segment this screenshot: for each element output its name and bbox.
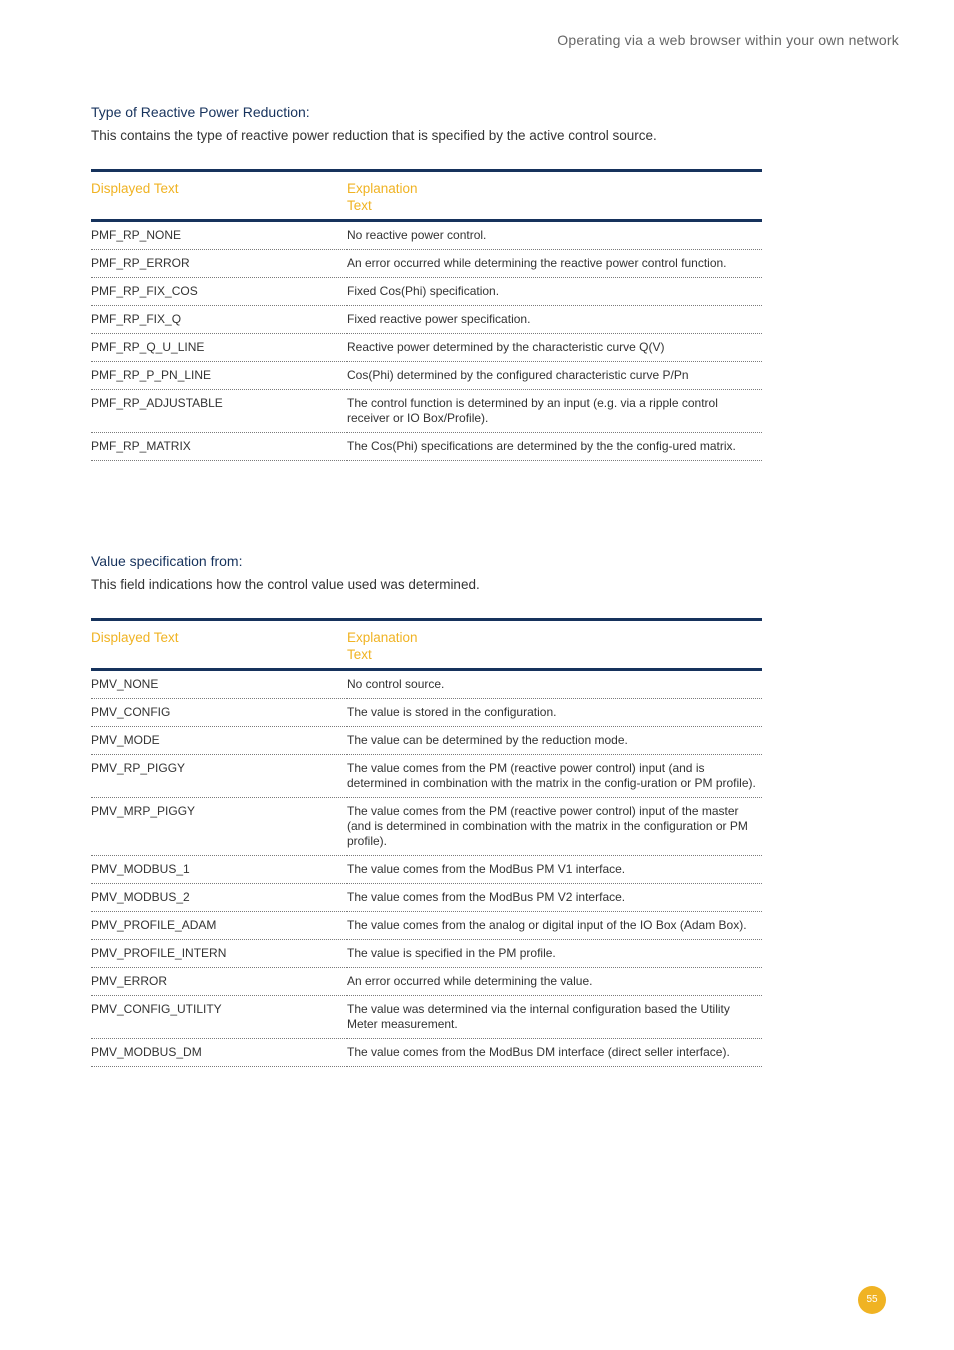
column-header-displayed-text: Displayed Text — [91, 171, 347, 221]
section-title: Type of Reactive Power Reduction: — [91, 104, 310, 120]
table-row — [91, 727, 762, 755]
displayed-text-cell: PMV_MRP_PIGGY — [91, 798, 347, 856]
displayed-text-cell: PMV_MODBUS_DM — [91, 1039, 347, 1067]
explanation-cell: The value comes from the analog or digital input of the IO Box (Adam Box). — [347, 912, 762, 940]
explanation-cell: Fixed Cos(Phi) specification. — [347, 278, 762, 306]
explanation-cell: The value is specified in the PM profile. — [347, 940, 762, 968]
displayed-text-cell: PMF_RP_ERROR — [91, 250, 347, 278]
column-header-explanation-text: Explanation Text — [347, 620, 762, 670]
table-header-row — [91, 171, 762, 221]
explanation-cell: The value can be determined by the reduction mode. — [347, 727, 762, 755]
column-header-explanation-text: Explanation Text — [347, 171, 762, 221]
explanation-cell: Cos(Phi) determined by the configured characteristic curve P/Pn — [347, 362, 762, 390]
table-row — [91, 755, 762, 798]
explanation-cell: The value is stored in the configuration. — [347, 699, 762, 727]
section-title: Value specification from: — [91, 553, 243, 569]
explanation-cell: Fixed reactive power specification. — [347, 306, 762, 334]
explanation-cell: The value comes from the PM (reactive power control) input of the master (and is determined in combination with the matrix in the configuration or PM profile). — [347, 798, 762, 856]
explanation-cell: The value was determined via the internal configuration based the Utility Meter measurement. — [347, 996, 762, 1039]
displayed-text-cell: PMV_MODBUS_2 — [91, 884, 347, 912]
table-row — [91, 940, 762, 968]
table-row — [91, 798, 762, 856]
section-description: This contains the type of reactive power reduction that is specified by the active control source. — [91, 128, 657, 143]
displayed-text-cell: PMV_NONE — [91, 670, 347, 699]
explanation-cell: The control function is determined by an input (e.g. via a ripple control receiver or IO Box/Profile). — [347, 390, 762, 433]
column-header-displayed-text: Displayed Text — [91, 620, 347, 670]
displayed-text-cell: PMF_RP_FIX_COS — [91, 278, 347, 306]
displayed-text-cell: PMV_CONFIG_UTILITY — [91, 996, 347, 1039]
table-row — [91, 996, 762, 1039]
explanation-cell: No control source. — [347, 670, 762, 699]
table-row — [91, 334, 762, 362]
table-row — [91, 221, 762, 250]
explanation-cell: An error occurred while determining the value. — [347, 968, 762, 996]
running-header: Operating via a web browser within your own network — [557, 32, 899, 48]
table-row — [91, 1039, 762, 1067]
displayed-text-cell: PMF_RP_MATRIX — [91, 433, 347, 461]
table-header-row — [91, 620, 762, 670]
table-row — [91, 670, 762, 699]
displayed-text-cell: PMF_RP_P_PN_LINE — [91, 362, 347, 390]
explanation-cell: The Cos(Phi) specifications are determined by the the config-ured matrix. — [347, 433, 762, 461]
section-description: This field indications how the control value used was determined. — [91, 577, 480, 592]
explanation-cell: The value comes from the ModBus PM V1 interface. — [347, 856, 762, 884]
displayed-text-cell: PMF_RP_NONE — [91, 221, 347, 250]
table-row — [91, 433, 762, 461]
table-row — [91, 912, 762, 940]
table-row — [91, 968, 762, 996]
section-reactive-power-reduction — [91, 103, 762, 461]
table-row — [91, 362, 762, 390]
table-row — [91, 390, 762, 433]
section-value-specification — [91, 552, 762, 1067]
reactive-power-table — [91, 169, 762, 461]
value-specification-table — [91, 618, 762, 1067]
table-row — [91, 884, 762, 912]
displayed-text-cell: PMV_CONFIG — [91, 699, 347, 727]
table-row — [91, 699, 762, 727]
table-row — [91, 306, 762, 334]
displayed-text-cell: PMF_RP_FIX_Q — [91, 306, 347, 334]
displayed-text-cell: PMV_ERROR — [91, 968, 347, 996]
table-row — [91, 278, 762, 306]
displayed-text-cell: PMF_RP_Q_U_LINE — [91, 334, 347, 362]
displayed-text-cell: PMF_RP_ADJUSTABLE — [91, 390, 347, 433]
explanation-cell: The value comes from the ModBus PM V2 interface. — [347, 884, 762, 912]
displayed-text-cell: PMV_PROFILE_ADAM — [91, 912, 347, 940]
displayed-text-cell: PMV_MODE — [91, 727, 347, 755]
displayed-text-cell: PMV_PROFILE_INTERN — [91, 940, 347, 968]
explanation-cell: No reactive power control. — [347, 221, 762, 250]
explanation-cell: An error occurred while determining the reactive power control function. — [347, 250, 762, 278]
table-row — [91, 250, 762, 278]
table-row — [91, 856, 762, 884]
explanation-cell: The value comes from the PM (reactive power control) input (and is determined in combination with the matrix in the config-uration or PM profile). — [347, 755, 762, 798]
explanation-cell: The value comes from the ModBus DM interface (direct seller interface). — [347, 1039, 762, 1067]
page-number-badge: 55 — [858, 1286, 886, 1314]
displayed-text-cell: PMV_RP_PIGGY — [91, 755, 347, 798]
displayed-text-cell: PMV_MODBUS_1 — [91, 856, 347, 884]
explanation-cell: Reactive power determined by the characteristic curve Q(V) — [347, 334, 762, 362]
